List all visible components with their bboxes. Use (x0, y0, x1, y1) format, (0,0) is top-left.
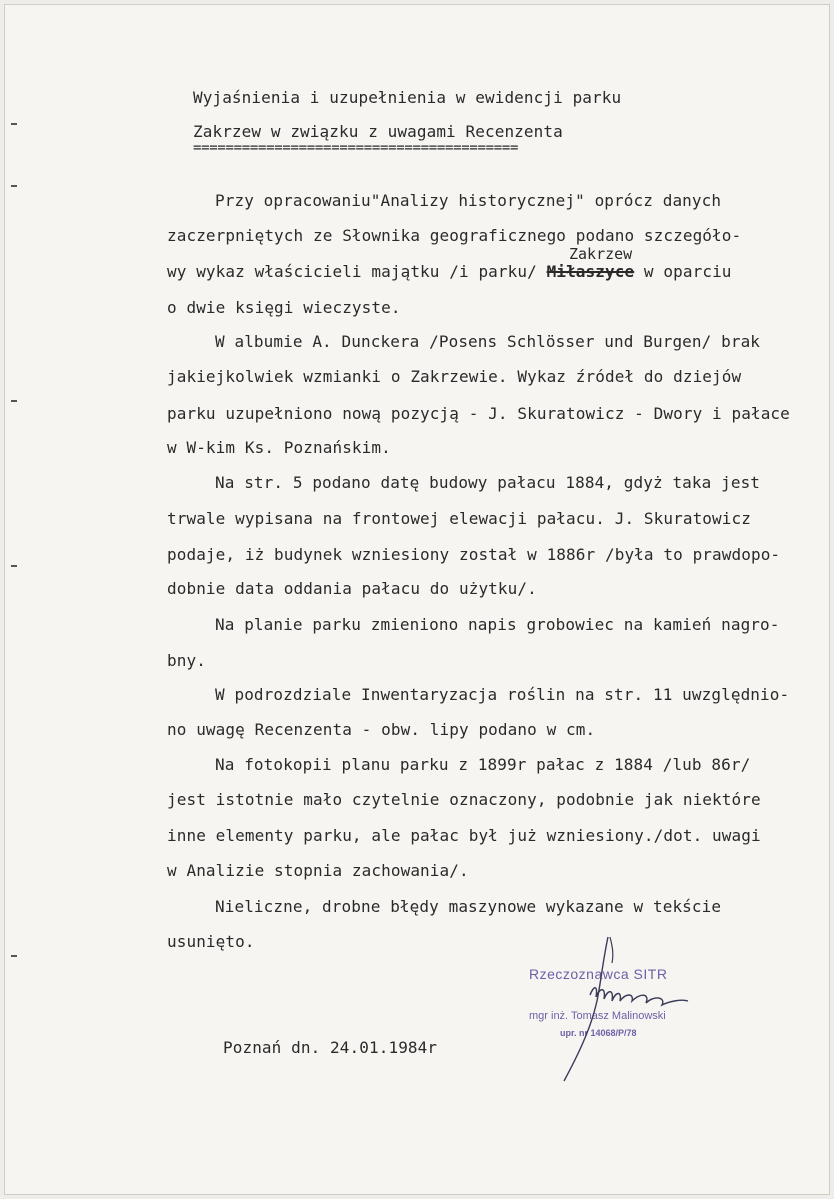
struck-word: Miłaszyce (546, 262, 635, 281)
body-line: W albumie A. Dunckera /Posens Schlösser und Burgen/ brak (215, 332, 761, 351)
body-line: o dwie księgi wieczyste. (167, 298, 401, 317)
body-line: jakiejkolwiek wzmianki o Zakrzewie. Wykaz źródeł do dziejów (167, 367, 742, 386)
document-title-line-2: Zakrzew w związku z uwagami Recenzenta (193, 122, 563, 141)
margin-mark (11, 565, 17, 567)
body-line-part: wy wykaz właścicieli majątku /i parku/ (167, 262, 547, 281)
body-line (167, 262, 732, 282)
body-line: dobnie data oddania pałacu do użytku/. (167, 579, 537, 598)
stamp-name: mgr inż. Tomasz Malinowski (529, 1010, 666, 1022)
body-line: usunięto. (167, 932, 255, 951)
body-line: w W-kim Ks. Poznańskim. (167, 438, 391, 457)
body-line: W podrozdziale Inwentaryzacja roślin na str. 11 uwzględnio- (215, 685, 790, 704)
margin-mark (11, 185, 17, 187)
body-line: no uwagę Recenzenta - obw. lipy podano w cm. (167, 720, 596, 739)
body-line: Na fotokopii planu parku z 1899r pałac z 1884 /lub 86r/ (215, 755, 751, 774)
body-line: inne elementy parku, ale pałac był już wzniesiony./dot. uwagi (167, 826, 761, 845)
body-line: podaje, iż budynek wzniesiony został w 1886r /była to prawdopo- (167, 545, 781, 564)
body-line: Na planie parku zmieniono napis grobowiec na kamień nagro- (215, 615, 780, 634)
body-line-part: w oparciu (634, 262, 732, 281)
handwritten-insert: Zakrzew (569, 245, 633, 263)
body-line: zaczerpniętych ze Słownika geograficznego podano szczegóło- (167, 226, 742, 245)
place-date: Poznań dn. 24.01.1984r (223, 1038, 438, 1057)
margin-mark (11, 123, 17, 125)
body-line: Przy opracowaniu"Analizy historycznej" oprócz danych (215, 191, 722, 210)
stamp-title: Rzeczoznawca SITR (529, 966, 668, 982)
body-line: w Analizie stopnia zachowania/. (167, 861, 469, 880)
margin-mark (11, 955, 17, 957)
body-line: trwale wypisana na frontowej elewacji pałacu. J. Skuratowicz (167, 509, 751, 528)
body-line: bny. (167, 651, 206, 670)
document-page (4, 4, 830, 1195)
body-line: Nieliczne, drobne błędy maszynowe wykazane w tekście (215, 897, 722, 916)
body-line: parku uzupełniono nową pozycją - J. Skuratowicz - Dwory i pałace (167, 404, 790, 423)
stamp-license: upr. nr 14068/P/78 (560, 1028, 637, 1038)
body-line: jest istotnie mało czytelnie oznaczony, podobnie jak niektóre (167, 790, 761, 809)
body-line: Na str. 5 podano datę budowy pałacu 1884, gdyż taka jest (215, 473, 761, 492)
title-underline: ======================================== (193, 140, 519, 156)
margin-mark (11, 400, 17, 402)
signature (550, 935, 710, 1085)
document-title-line-1: Wyjaśnienia i uzupełnienia w ewidencji parku (193, 88, 622, 107)
